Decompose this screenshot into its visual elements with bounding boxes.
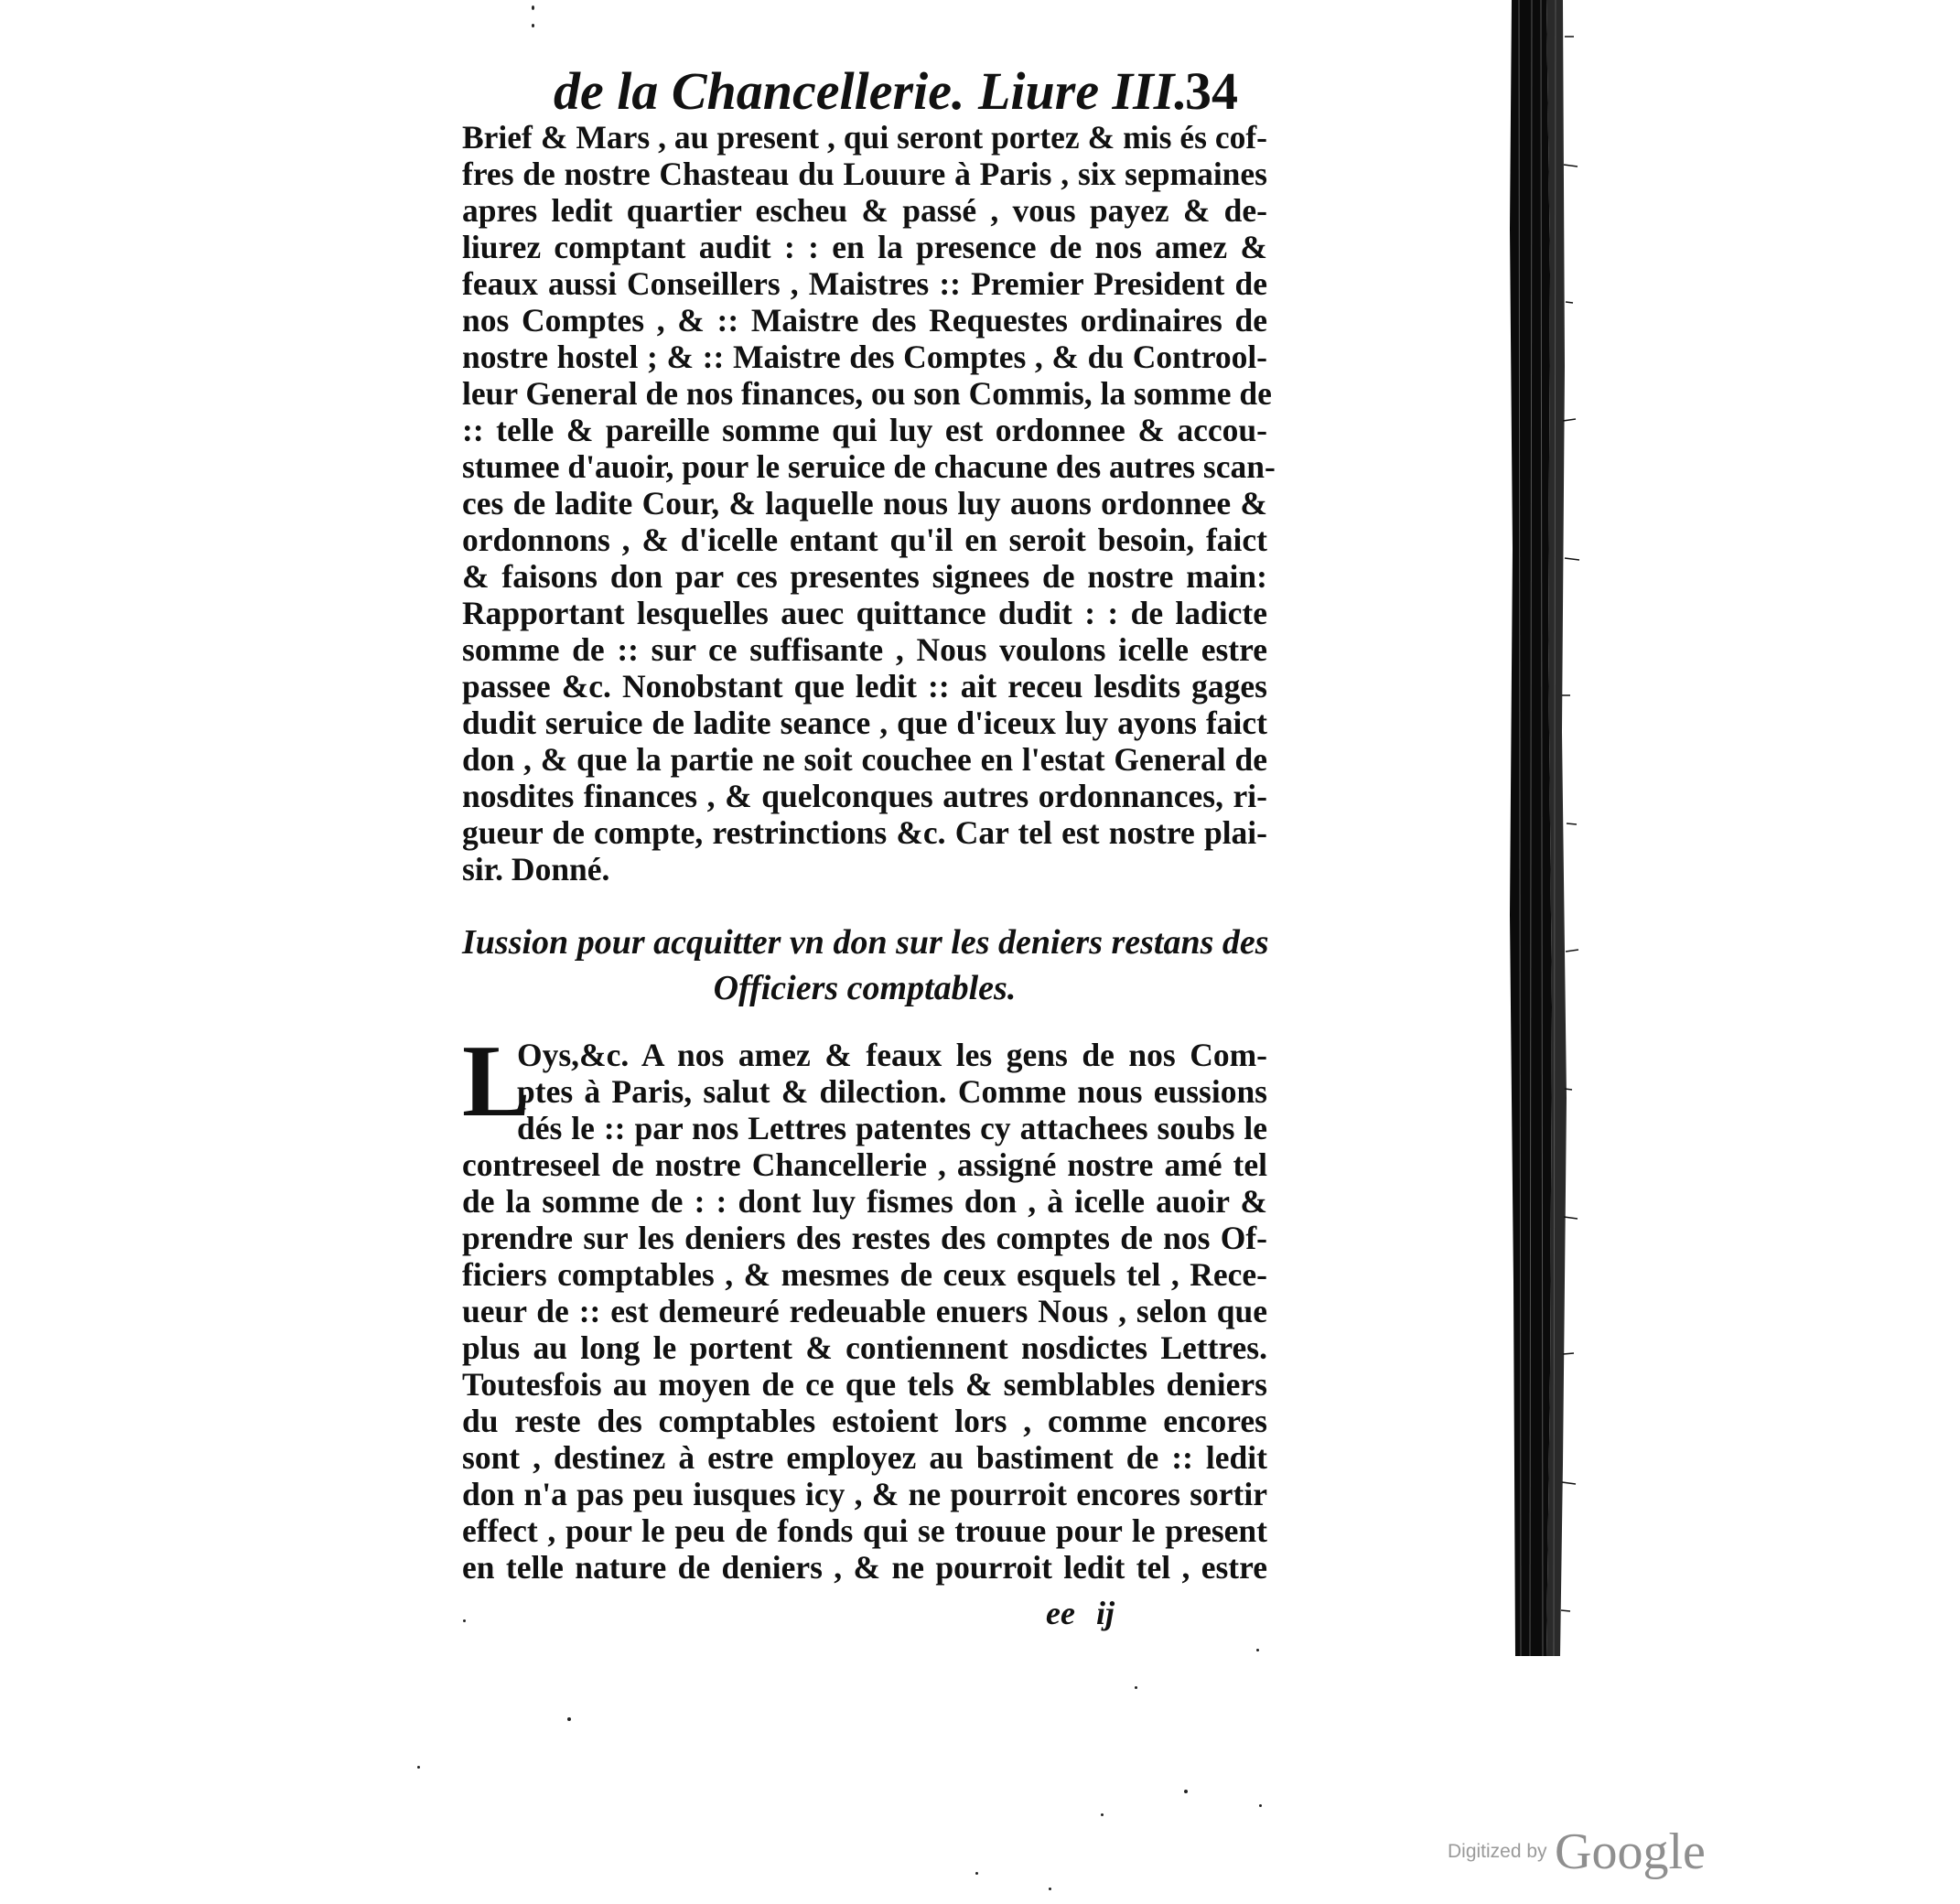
- ink-speck: [1184, 1790, 1188, 1793]
- text-line: dudit seruice de ladite seance , que d'iceux luy ayons faict: [462, 705, 1267, 741]
- ink-speck: [567, 1717, 571, 1721]
- ink-speck: [417, 1766, 420, 1769]
- text-line: du reste des comptables estoient lors , comme encores: [462, 1403, 1267, 1439]
- ink-speck: [1101, 1813, 1104, 1816]
- running-head: [554, 62, 1267, 121]
- text-line: Brief & Mars , au present , qui seront portez & mis és cof-: [462, 119, 1267, 156]
- text-line: somme de :: sur ce suffisante , Nous voulons icelle estre: [462, 631, 1267, 668]
- text-line: prendre sur les deniers des restes des comptes de nos Of-: [462, 1220, 1267, 1256]
- text-line: leur General de nos finances, ou son Commis, la somme de: [462, 375, 1272, 412]
- ink-speck: [1259, 1804, 1262, 1807]
- text-line: & faisons don par ces presentes signees de nostre main:: [462, 558, 1267, 595]
- text-line: nostre hostel ; & :: Maistre des Comptes , & du Controol-: [462, 339, 1267, 375]
- text-line: don n'a pas peu iusques icy , & ne pourroit encores sortir: [462, 1476, 1267, 1512]
- digitized-by-google-watermark: [1448, 1823, 1706, 1881]
- text-line: don , & que la partie ne soit couchee en l'estat General de: [462, 741, 1267, 778]
- text-line: ficiers comptables , & mesmes de ceux esquels tel , Rece-: [462, 1256, 1267, 1293]
- text-line: ptes à Paris, salut & dilection. Comme nous eussions: [517, 1073, 1267, 1110]
- text-line: ordonnons , & d'icelle entant qu'il en seroit besoin, faict: [462, 522, 1267, 558]
- text-line: :: telle & pareille somme qui luy est ordonnee & accou-: [462, 412, 1267, 448]
- section-heading-line2: Officiers comptables.: [713, 969, 1017, 1007]
- ink-speck: [532, 5, 534, 10]
- text-line: fres de nostre Chasteau du Louure à Paris , six sepmaines: [462, 156, 1267, 192]
- ink-speck: [1256, 1649, 1259, 1651]
- text-line: ueur de :: est demeuré redeuable enuers Nous , selon que: [462, 1293, 1267, 1329]
- ink-speck: [1135, 1686, 1137, 1689]
- text-line: apres ledit quartier escheu & passé , vous payez & de-: [462, 192, 1267, 229]
- text-line: nosdites finances , & quelconques autres ordonnances, ri-: [462, 778, 1267, 814]
- text-line: Rapportant lesquelles auec quittance dudit : : de ladicte: [462, 595, 1267, 631]
- section-heading: [462, 920, 1267, 1011]
- running-head-title: de la Chancellerie. Liure III.: [554, 61, 1188, 121]
- ink-speck: [532, 24, 534, 27]
- watermark-prefix: Digitized by: [1448, 1841, 1547, 1862]
- text-line: liurez comptant audit : : en la presence de nos amez &: [462, 229, 1267, 265]
- text-line: feaux aussi Conseillers , Maistres :: Premier President de: [462, 265, 1267, 302]
- catchword: ee ij: [1046, 1595, 1115, 1631]
- text-line: en telle nature de deniers , & ne pourroit ledit tel , estre: [462, 1549, 1267, 1586]
- text-line: gueur de compte, restrinctions &c. Car tel est nostre plai-: [462, 814, 1267, 851]
- text-line: contreseel de nostre Chancellerie , assigné nostre amé tel: [462, 1146, 1267, 1183]
- text-line: Oys,&c. A nos amez & feaux les gens de nos Com-: [517, 1037, 1267, 1073]
- text-line: effect , pour le peu de fonds qui se trouue pour le present: [462, 1512, 1267, 1549]
- section-heading-line1: Iussion pour acquitter vn don sur les deniers restans des: [462, 923, 1269, 962]
- ink-speck: [463, 1619, 466, 1622]
- text-line: plus au long le portent & contiennent nosdictes Lettres.: [462, 1329, 1267, 1366]
- ink-speck: [975, 1872, 978, 1875]
- page-number: 34: [1185, 61, 1238, 121]
- text-line: Toutesfois au moyen de ce que tels & semblables deniers: [462, 1366, 1267, 1403]
- first-passage: [462, 119, 1276, 887]
- second-passage: [462, 1025, 1267, 1586]
- ink-speck: [1049, 1888, 1051, 1890]
- text-line: passee &c. Nonobstant que ledit :: ait receu lesdits gages: [462, 668, 1267, 705]
- text-line: nos Comptes , & :: Maistre des Requestes ordinaires de: [462, 302, 1267, 339]
- google-logo: Google: [1555, 1823, 1706, 1880]
- text-line: dés le :: par nos Lettres patentes cy attachees soubs le: [517, 1110, 1267, 1146]
- text-line: de la somme de : : dont luy fismes don , à icelle auoir &: [462, 1183, 1267, 1220]
- text-line-last: sir. Donné.: [462, 851, 610, 887]
- text-line: ces de ladite Cour, & laquelle nous luy auons ordonnee &: [462, 485, 1267, 522]
- text-line: sont , destinez à estre employez au bastiment de :: ledit: [462, 1439, 1267, 1476]
- binding-shadow: [1510, 0, 1583, 1656]
- text-line: stumee d'auoir, pour le seruice de chacune des autres scan-: [462, 448, 1276, 485]
- drop-cap: L: [462, 1025, 531, 1138]
